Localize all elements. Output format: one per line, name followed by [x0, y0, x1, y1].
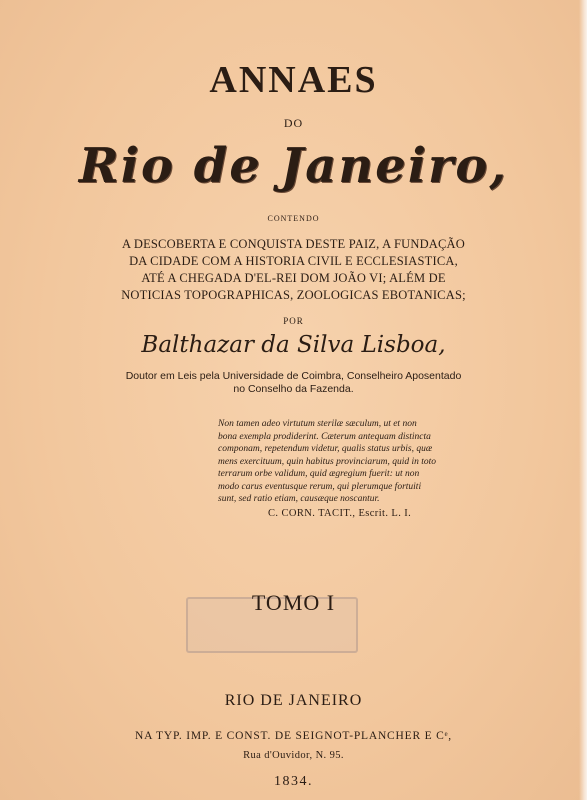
epigraph-line: terrarum orbe validum, quid ægregium fuerit: ut non	[218, 469, 420, 479]
subtitle	[0, 236, 587, 304]
subtitle-line: NOTICIAS TOPOGRAPHICAS, ZOOLOGICAS EBOTANICAS;	[121, 288, 466, 302]
credentials-line: no Conselho da Fazenda.	[233, 383, 354, 395]
epigraph-line: mens exercituum, quin habitus provinciarum, quid in toto	[218, 456, 437, 467]
epigraph-line: modo carus eventusque rerum, qui plerumque fortuiti	[218, 481, 422, 492]
author-credentials	[0, 370, 587, 396]
printer-address: Rua d'Ouvidor, N. 95.	[243, 750, 344, 761]
epigraph-line: Non tamen adeo virtutum sterilæ sæculum, ut et non	[218, 419, 417, 429]
subtitle-line: A DESCOBERTA E CONQUISTA DESTE PAIZ, A FUNDAÇÃO	[121, 237, 466, 251]
epigraph-line: bona exempla prodiderint. Cæterum antequam distincta	[218, 431, 431, 442]
credentials-line: Doutor em Leis pela Universidade de Coimbra, Conselheiro Aposentado	[125, 370, 462, 382]
epigraph-line: componam, repetendum videtur, qualis status urbis, quæ	[218, 444, 433, 454]
printer-line: NA TYP. IMP. E CONST. DE SEIGNOT-PLANCHER E Cᵉ,	[134, 730, 452, 742]
contendo-label: CONTENDO	[267, 214, 320, 223]
epigraph-line: sunt, sed ratio etiam, causæque noscantur.	[218, 494, 380, 504]
volume-label: TOMO I	[251, 590, 336, 615]
city-name: Rio de Janeiro,	[78, 138, 509, 194]
subtitle-line: ATÉ A CHEGADA D'EL-REI DOM JOÃO VI; ALÉM DE	[141, 271, 446, 285]
book-title: ANNAES	[209, 59, 378, 101]
title-connector: DO	[283, 116, 304, 130]
por-label: POR	[283, 316, 304, 326]
epigraph	[218, 418, 474, 506]
publication-place: RIO DE JANEIRO	[224, 692, 363, 709]
publication-year: 1834.	[274, 774, 313, 789]
epigraph-attribution: C. CORN. TACIT., Escrit. L. I.	[268, 508, 412, 519]
subtitle-line: DA CIDADE COM A HISTORIA CIVIL E ECCLESIASTICA,	[129, 254, 458, 268]
author-name: Balthazar da Silva Lisboa,	[141, 332, 446, 358]
